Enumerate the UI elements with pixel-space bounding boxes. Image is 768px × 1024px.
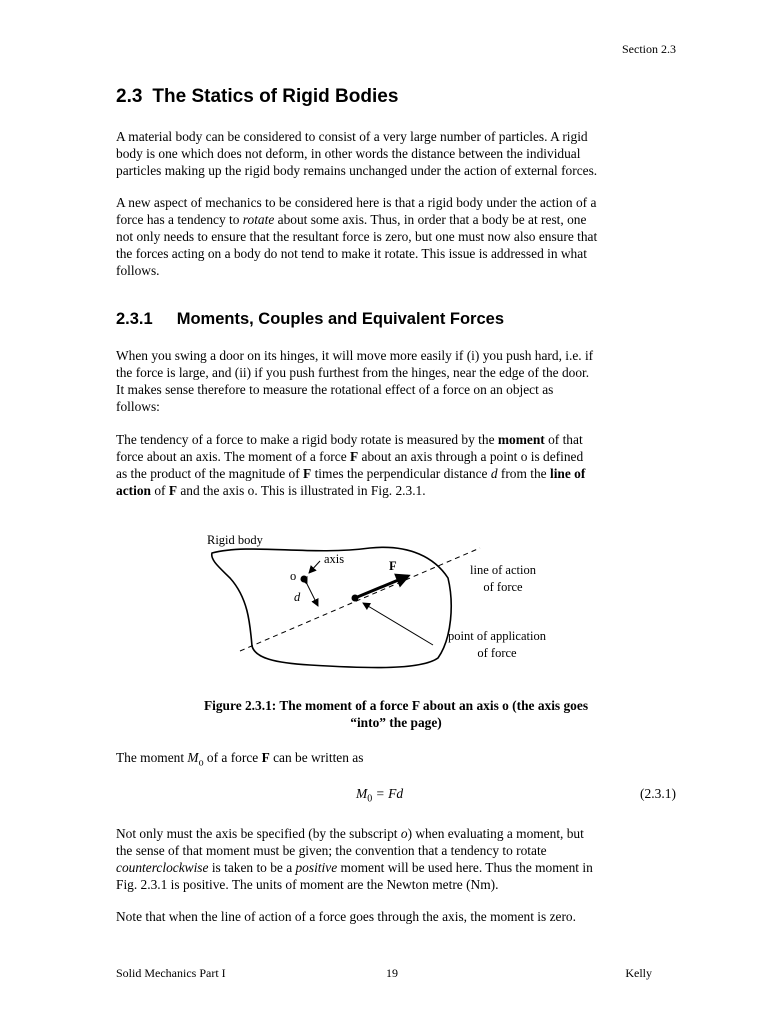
text-line: the sense of that moment must be given; the convention that a tendency to rotate <box>116 843 547 858</box>
text-run: times the perpendicular distance <box>311 466 491 481</box>
text-run: as the product of the magnitude of <box>116 466 304 481</box>
subsection-title-text: Moments, Couples and Equivalent Forces <box>176 310 505 328</box>
section-title <box>116 86 398 108</box>
text-run: force has a tendency to <box>116 212 243 227</box>
footer-book-title: Solid Mechanics Part I <box>116 966 226 980</box>
caption-line: “into” the page) <box>350 715 442 730</box>
force-vector <box>355 576 408 598</box>
footer-page-number: 19 <box>386 966 398 980</box>
label-o: o <box>290 569 297 583</box>
text-run: The tendency of a force to make a rigid body rotate is measured by the <box>116 432 498 447</box>
section-number: 2.3 <box>116 86 143 107</box>
text-line: body is one which does not deform, in other words the distance between the individual <box>116 146 581 161</box>
text-run: of <box>150 483 169 498</box>
line-of-action <box>240 548 480 651</box>
subsection-number: 2.3.1 <box>116 310 153 328</box>
paragraph-rotation <box>116 194 676 279</box>
symbol-F: F <box>168 483 178 498</box>
emphasis-counterclockwise: counterclockwise <box>116 860 209 875</box>
text-run: can be written as <box>269 750 364 765</box>
paragraph-moment-definition <box>116 431 676 499</box>
label-axis: axis <box>324 552 345 566</box>
text-line: A material body can be considered to consist of a very large number of particles. A rigid <box>116 129 588 144</box>
text-run: about some axis. Thus, in order that a body be at rest, one <box>274 212 587 227</box>
text-line: follows. <box>116 263 160 278</box>
paragraph-zero-moment <box>116 908 676 925</box>
text-run: from the <box>497 466 550 481</box>
text-run: and the axis o. This is illustrated in Fig. 2.3.1. <box>177 483 426 498</box>
label-d: d <box>294 590 301 604</box>
equation-number: (2.3.1) <box>640 786 676 801</box>
subscript-o: o <box>198 757 204 769</box>
term-line-of: line of <box>549 466 586 481</box>
caption-line: Figure 2.3.1: The moment of a force F about an axis o (the axis goes <box>203 698 589 713</box>
text-run: is taken to be a <box>208 860 296 875</box>
symbol-F: F <box>303 466 312 481</box>
text-line <box>116 483 426 498</box>
symbol-d: d <box>490 466 498 481</box>
symbol-F: F <box>350 449 359 464</box>
axis-point <box>301 576 308 583</box>
subscript-0: 0 <box>367 793 373 805</box>
text-line <box>116 449 583 464</box>
label-line-of-action-2: of force <box>483 580 523 594</box>
section-header: Section 2.3 <box>622 42 676 56</box>
distance-d-arrow <box>307 584 318 606</box>
text-line: Note that when the line of action of a force goes through the axis, the moment is zero. <box>116 909 576 924</box>
section-title-text: The Statics of Rigid Bodies <box>152 86 399 107</box>
axis-pointer <box>309 561 320 573</box>
text-line: the forces acting on a body do not tend to make it rotate. This issue is addressed in what <box>116 246 587 261</box>
text-line: follows: <box>116 399 160 414</box>
text-line <box>116 860 593 875</box>
label-point-application-1: point of application <box>448 629 546 643</box>
emphasis-rotate: rotate <box>242 212 275 227</box>
label-point-application-2: of force <box>477 646 517 660</box>
subscript-symbol-o: o <box>400 826 408 841</box>
paragraph-door <box>116 347 676 415</box>
text-run: force about an axis. The moment of a force <box>116 449 350 464</box>
equation-2-3-1 <box>356 786 403 805</box>
text-line: particles making up the rigid body remains unchanged under the action of external forces. <box>116 163 598 178</box>
text-line: When you swing a door on its hinges, it will move more easily if (i) you push hard, i.e. if <box>116 348 594 363</box>
text-line <box>116 212 586 227</box>
equation-rhs: = Fd <box>372 786 404 801</box>
text-line: Fig. 2.3.1 is positive. The units of moment are the Newton metre (Nm). <box>116 877 499 892</box>
paragraph-rigid-body-definition <box>116 128 676 179</box>
term-moment: moment <box>497 432 545 447</box>
label-line-of-action-1: line of action <box>470 563 536 577</box>
symbol-F: F <box>261 750 270 765</box>
text-line <box>116 466 585 481</box>
footer-author: Kelly <box>625 966 652 980</box>
emphasis-positive: positive <box>295 860 338 875</box>
paragraph-moment-expression <box>116 749 676 772</box>
paragraph-sign-convention <box>116 825 676 893</box>
text-run: Not only must the axis be specified (by the subscript <box>116 826 401 841</box>
equation-row <box>116 786 676 806</box>
text-run: The moment <box>116 750 188 765</box>
figure-moment-diagram <box>190 528 590 673</box>
term-action: action <box>116 483 151 498</box>
text-line: It makes sense therefore to measure the rotational effect of a force on an object as <box>116 382 554 397</box>
text-run: of that <box>544 432 583 447</box>
text-run: about an axis through a point o is defined <box>358 449 584 464</box>
label-rigid-body: Rigid body <box>207 533 263 547</box>
application-pointer <box>363 603 433 645</box>
label-F: F <box>389 559 397 573</box>
figure-svg <box>190 528 590 673</box>
symbol-M: M <box>356 786 368 801</box>
text-line: the force is large, and (ii) if you push furthest from the hinges, near the edge of the door. <box>116 365 590 380</box>
text-line: A new aspect of mechanics to be considered here is that a rigid body under the action of a <box>116 195 597 210</box>
text-run: of a force <box>203 750 262 765</box>
text-line <box>116 432 583 447</box>
text-run: moment will be used here. Thus the moment in <box>337 860 593 875</box>
text-run: ) when evaluating a moment, but <box>407 826 584 841</box>
subsection-title <box>116 310 504 329</box>
point-of-application <box>352 595 359 602</box>
text-line <box>116 826 584 841</box>
symbol-M: M <box>187 750 199 765</box>
figure-caption <box>116 697 676 731</box>
text-line: not only needs to ensure that the resultant force is zero, but one must now also ensure that <box>116 229 598 244</box>
text-line <box>116 750 364 769</box>
